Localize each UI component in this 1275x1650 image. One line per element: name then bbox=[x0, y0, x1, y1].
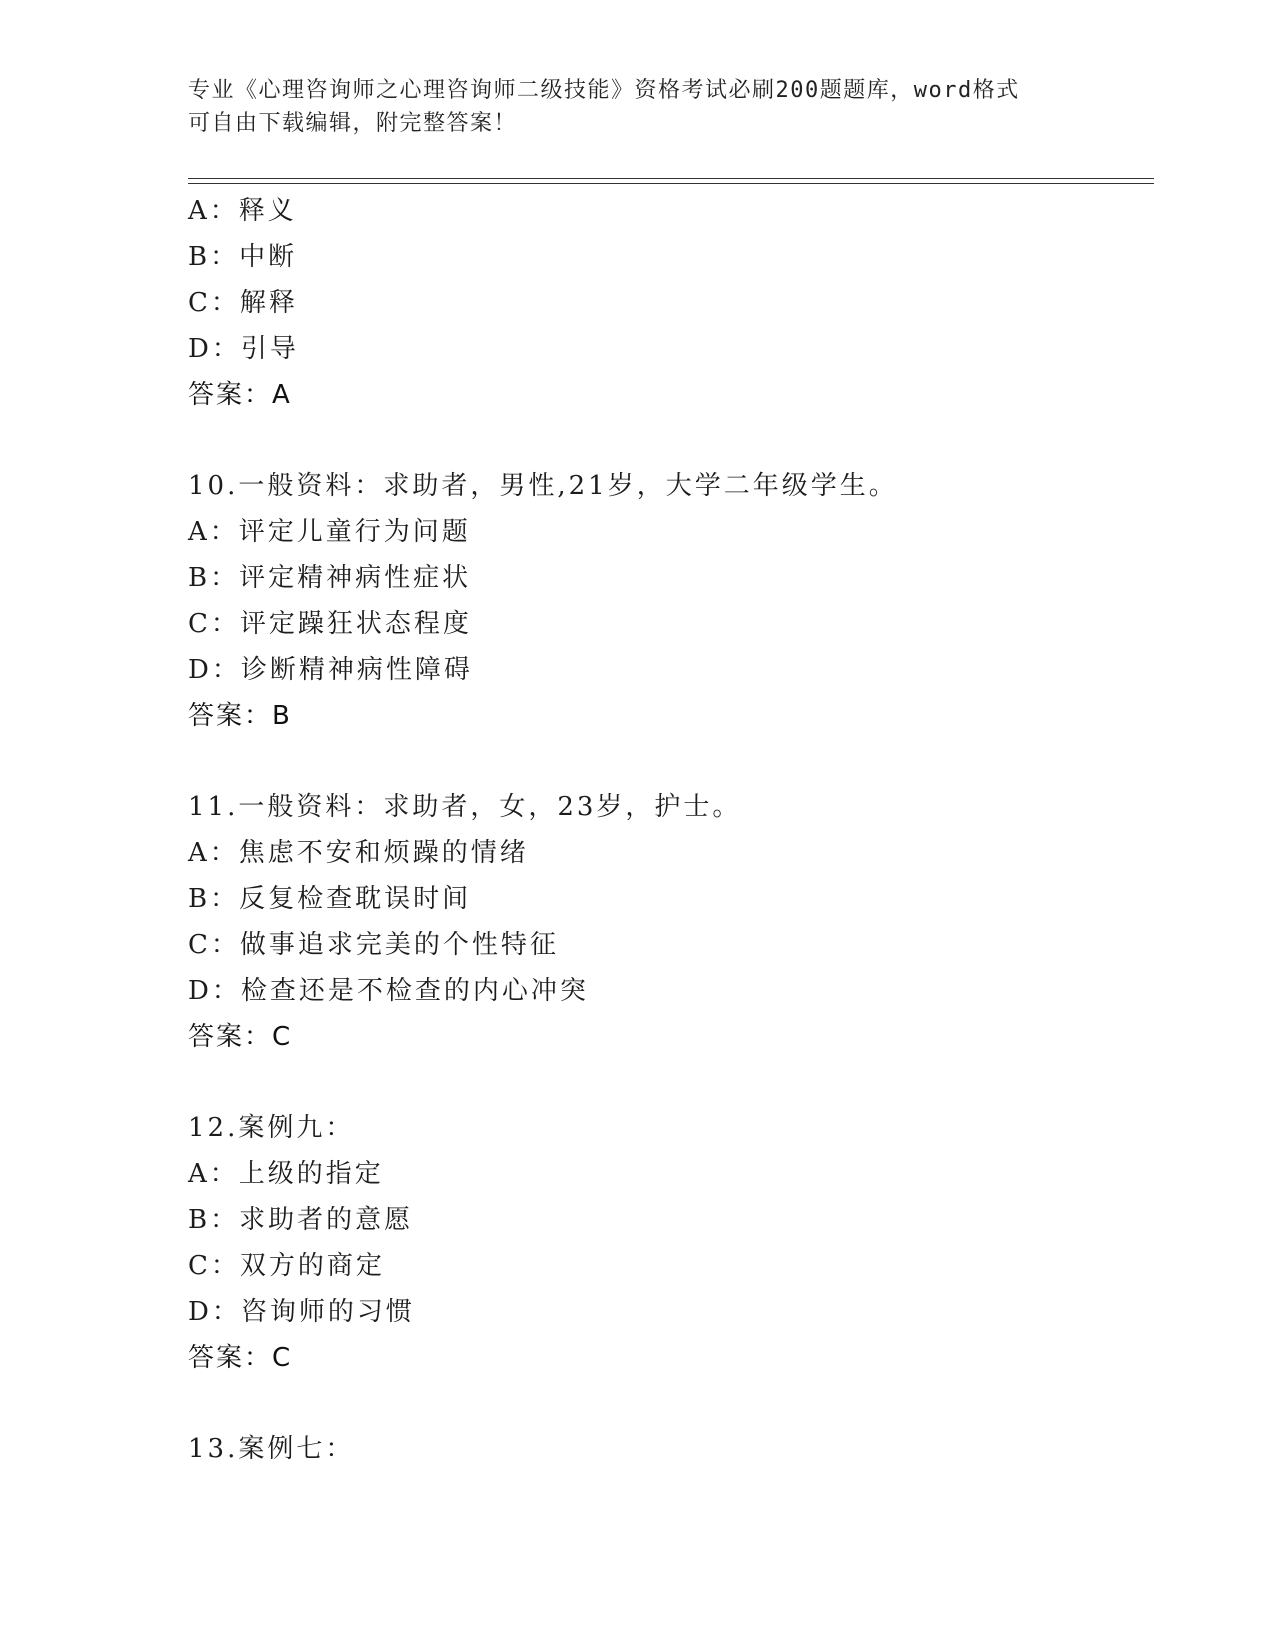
option-d: D：诊断精神病性障碍 bbox=[188, 655, 473, 685]
header-divider-bottom bbox=[188, 183, 1154, 184]
question-text: 10.一般资料：求助者，男性,21岁，大学二年级学生。 bbox=[188, 471, 898, 501]
option-a: A：释义 bbox=[188, 196, 297, 226]
question-block bbox=[188, 784, 1148, 1060]
question-list bbox=[188, 188, 1148, 1472]
question-text: 12.案例九： bbox=[188, 1113, 355, 1143]
option-b: B：中断 bbox=[188, 242, 298, 272]
answer-line: 答案：A bbox=[188, 380, 292, 410]
answer-line: 答案：B bbox=[188, 701, 292, 731]
header-line-1: 专业《心理咨询师之心理咨询师二级技能》资格考试必刷200题题库，word格式 bbox=[188, 78, 1020, 103]
option-d: D：咨询师的习惯 bbox=[188, 1297, 415, 1327]
option-a: A：评定儿童行为问题 bbox=[188, 517, 471, 547]
option-c: C：做事追求完美的个性特征 bbox=[188, 930, 559, 960]
option-d: D：引导 bbox=[188, 334, 299, 364]
question-text: 11.一般资料：求助者，女，23岁，护士。 bbox=[188, 792, 742, 822]
option-d: D：检查还是不检查的内心冲突 bbox=[188, 976, 589, 1006]
option-a: A：上级的指定 bbox=[188, 1159, 384, 1189]
document-header bbox=[188, 74, 1088, 140]
option-b: B：求助者的意愿 bbox=[188, 1205, 414, 1235]
question-block bbox=[188, 188, 1148, 418]
option-a: A：焦虑不安和烦躁的情绪 bbox=[188, 838, 529, 868]
question-block bbox=[188, 1426, 1148, 1472]
header-divider-top bbox=[188, 178, 1154, 179]
question-block bbox=[188, 1105, 1148, 1381]
question-text: 13.案例七： bbox=[188, 1434, 355, 1464]
option-b: B：反复检查耽误时间 bbox=[188, 884, 472, 914]
question-block bbox=[188, 463, 1148, 739]
answer-line: 答案：C bbox=[188, 1022, 293, 1052]
option-c: C：解释 bbox=[188, 288, 298, 318]
option-b: B：评定精神病性症状 bbox=[188, 563, 472, 593]
option-c: C：双方的商定 bbox=[188, 1251, 385, 1281]
option-c: C：评定躁狂状态程度 bbox=[188, 609, 472, 639]
header-line-2: 可自由下载编辑，附完整答案！ bbox=[188, 111, 518, 136]
answer-line: 答案：C bbox=[188, 1343, 293, 1373]
